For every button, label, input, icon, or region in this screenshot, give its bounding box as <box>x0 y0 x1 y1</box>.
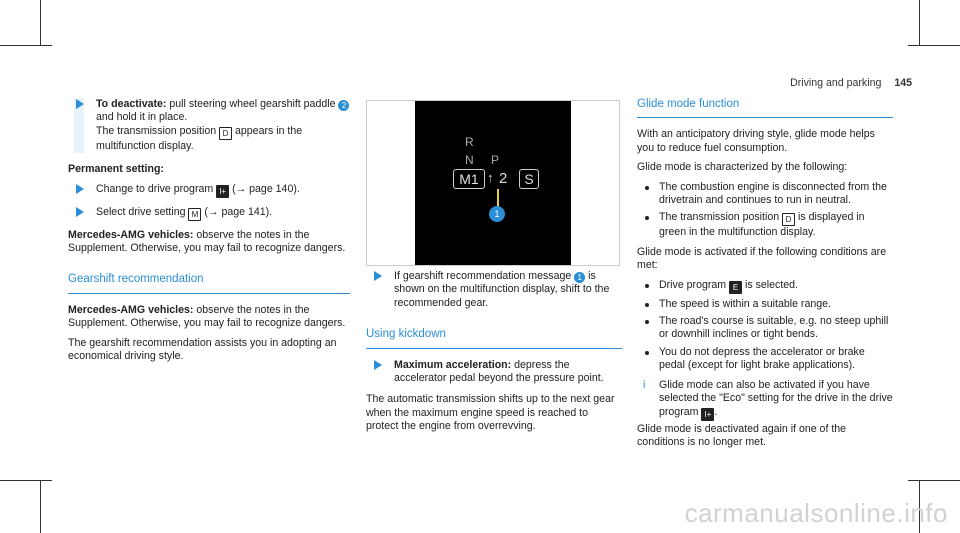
info-icon: i <box>643 378 646 391</box>
list-item: The combustion engine is disconnected from the drivetrain and continues to run in neutral. <box>637 181 893 208</box>
glide-characterized: Glide mode is characterized by the following: <box>637 161 848 174</box>
gear-d-icon: D <box>219 127 232 140</box>
glide-deactivated: Glide mode is deactivated again if one of the conditions is no longer met. <box>637 422 847 448</box>
max-accel-text: depress the accelerator pedal beyond the pressure point. <box>394 358 604 385</box>
page-number: 145 <box>894 77 912 89</box>
callout-1-icon: 1 <box>574 272 585 283</box>
drive-program-individual-icon: I+ <box>216 185 229 198</box>
upshift-arrow-icon: ↑ <box>487 170 494 185</box>
recommended-gear: 2 <box>499 170 508 187</box>
step-text: Select drive setting <box>96 205 189 218</box>
gear-n-label: N <box>465 153 474 167</box>
deactivate-step <box>68 98 350 153</box>
middle-column <box>366 270 622 440</box>
callout-2-icon: 2 <box>338 100 349 111</box>
amg-note <box>68 229 350 256</box>
list-item <box>637 279 893 294</box>
auto-transmission-paragraph: The automatic transmission shifts up to the next gear when the maximum engine speed is reached to protect the engine from overrevving. <box>366 393 615 433</box>
amg-text: observe the notes in the Supplement. Otherwise, you may fail to recognize dangers. <box>68 228 346 255</box>
amg-note <box>68 304 350 331</box>
page-header <box>790 77 912 89</box>
crop-mark <box>0 45 52 46</box>
display-screen <box>415 101 571 265</box>
max-accel-label: Maximum acceleration: <box>394 358 512 371</box>
permanent-setting-label: Permanent setting: <box>68 163 164 176</box>
glide-note <box>637 379 893 421</box>
gear-d-icon: D <box>782 213 795 226</box>
step-arrow-icon <box>374 271 382 281</box>
left-column <box>68 98 350 369</box>
gear-r-label: R <box>465 135 474 149</box>
glide-mode-heading: Glide mode function <box>637 98 893 118</box>
list-item-text: Drive program <box>659 278 730 291</box>
deactivate-label: To deactivate: <box>96 98 167 110</box>
gear-m1-box: M1 <box>453 169 485 189</box>
select-setting-step <box>68 206 350 221</box>
crop-mark <box>40 480 41 533</box>
step-text: If gearshift recommendation message <box>394 270 575 282</box>
callout-1-icon: 1 <box>489 206 505 222</box>
list-item: The road's course is suitable, e.g. no steep uphill or downhill inclines or tight bends. <box>637 315 893 342</box>
crop-mark <box>908 480 960 481</box>
step-arrow-icon <box>76 184 84 194</box>
step-text: Change to drive program <box>96 182 217 195</box>
watermark: carmanualsonline.info <box>684 498 948 528</box>
deactivate-text: pull steering wheel gearshift paddle <box>166 98 339 110</box>
crop-mark <box>40 0 41 46</box>
note-text: Glide mode can also be activated if you have selected the "Eco" setting for the drive in the drive program <box>659 378 893 418</box>
assist-paragraph: The gearshift recommendation assists you in adopting an economical driving style. <box>68 336 337 363</box>
step-arrow-icon <box>374 360 382 370</box>
gear-p-label: P <box>491 153 500 167</box>
step-arrow-icon <box>76 99 84 109</box>
callout-line <box>497 189 499 207</box>
section-title: Driving and parking <box>790 77 882 89</box>
max-accel-step <box>366 359 622 386</box>
list-item-text: The transmission position <box>659 211 783 224</box>
glide-intro: With an anticipatory driving style, glide mode helps you to reduce fuel consumption. <box>637 128 875 154</box>
right-column <box>637 98 893 455</box>
kickdown-heading: Using kickdown <box>366 328 622 348</box>
deactivate-result: The transmission position <box>96 124 220 137</box>
gear-s-box: S <box>519 169 539 189</box>
list-item-text: is selected. <box>742 278 799 291</box>
drive-program-eco-icon: E <box>729 281 742 294</box>
page-ref-link[interactable]: (→ page 141). <box>201 205 273 218</box>
note-text: . <box>714 405 718 418</box>
list-item: The speed is within a suitable range. <box>637 298 893 311</box>
crop-mark <box>0 480 52 481</box>
gearshift-recommendation-heading: Gearshift recommendation <box>68 273 350 293</box>
deactivate-text: and hold it in place. <box>96 111 188 124</box>
amg-label: Mercedes-AMG vehicles: <box>68 303 194 316</box>
crop-mark <box>919 0 920 46</box>
list-item: You do not depress the accelerator or brake pedal (except for light brake applications). <box>637 346 893 373</box>
glide-activated: Glide mode is activated if the following conditions are met: <box>637 245 887 272</box>
gearshift-step <box>366 270 622 310</box>
deactivate-result: appears in the multifunction display. <box>96 124 303 152</box>
amg-text: observe the notes in the Supplement. Otherwise, you may fail to recognize dangers. <box>68 303 346 330</box>
step-text: is shown on the multifunction display, shift to the recommended gear. <box>394 270 610 309</box>
list-item <box>637 211 893 239</box>
crop-mark <box>908 45 960 46</box>
multifunction-display-figure <box>366 100 620 266</box>
change-program-step <box>68 183 350 198</box>
list-item-text: is displayed in green in the multifunction display. <box>659 211 865 239</box>
amg-label: Mercedes-AMG vehicles: <box>68 228 194 241</box>
manual-m-icon: M <box>188 208 201 221</box>
drive-program-individual-icon: I+ <box>701 408 714 421</box>
step-arrow-icon <box>76 207 84 217</box>
page-ref-link[interactable]: (→ page 140). <box>229 182 300 195</box>
